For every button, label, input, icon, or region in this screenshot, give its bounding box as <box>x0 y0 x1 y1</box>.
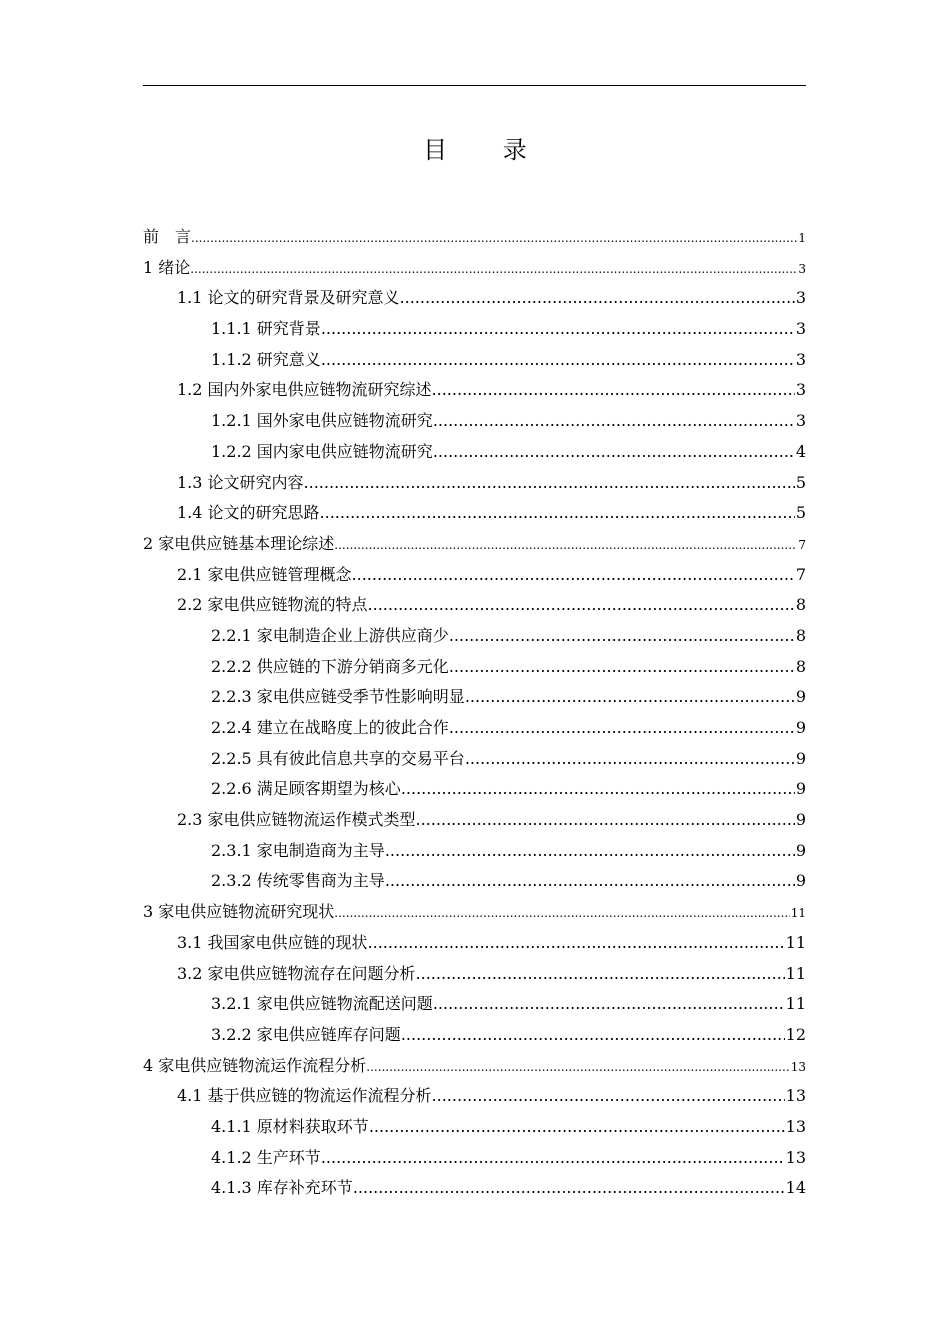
toc-entry-page: 3 <box>795 319 806 339</box>
toc-entry[interactable] <box>143 1051 806 1082</box>
toc-entry-label: 3 家电供应链物流研究现状 <box>143 902 335 922</box>
toc-entry-label: 2.2.2 供应链的下游分销商多元化 <box>211 656 449 676</box>
toc-dot-leader <box>352 560 795 591</box>
toc-entry-page: 8 <box>795 595 806 615</box>
toc-entry[interactable] <box>143 959 806 990</box>
toc-dot-leader <box>190 254 797 285</box>
toc-entry-page: 8 <box>795 625 806 645</box>
toc-entry-label: 1.2.2 国内家电供应链物流研究 <box>211 441 433 461</box>
toc-entry-label: 1 绪论 <box>143 257 191 277</box>
toc-entry[interactable] <box>143 468 806 499</box>
toc-entry[interactable] <box>143 805 806 836</box>
toc-entry-page: 11 <box>785 963 806 983</box>
toc-entry-page: 7 <box>795 564 806 584</box>
toc-entry-label: 1.1 论文的研究背景及研究意义 <box>177 288 400 308</box>
toc-entry-label: 1.2 国内外家电供应链物流研究综述 <box>177 380 432 400</box>
toc-entry[interactable] <box>143 222 806 253</box>
toc-entry[interactable] <box>143 897 806 928</box>
toc-dot-leader <box>465 744 795 775</box>
toc-entry-page: 9 <box>795 871 806 891</box>
toc-entry[interactable] <box>143 406 806 437</box>
toc-dot-leader <box>368 590 795 621</box>
toc-entry-label: 2.2.4 建立在战略度上的彼此合作 <box>211 718 449 737</box>
toc-entry-label: 1.1.1 研究背景 <box>211 319 321 339</box>
toc-entry-label: 4.1 基于供应链的物流运作流程分析 <box>177 1086 432 1106</box>
toc-dot-leader <box>432 375 795 406</box>
toc-entry[interactable] <box>143 498 806 529</box>
toc-entry-page: 5 <box>795 472 806 492</box>
toc-entry-page: 3 <box>795 288 806 308</box>
toc-entry-page: 3 <box>798 261 806 276</box>
toc-entry-page: 4 <box>795 441 806 461</box>
toc-entry[interactable] <box>143 744 806 775</box>
toc-entry[interactable] <box>143 314 806 345</box>
toc-entry-page: 13 <box>785 1116 806 1136</box>
toc-dot-leader <box>432 1081 785 1112</box>
toc-dot-leader <box>353 1173 785 1204</box>
toc-entry-label: 1.4 论文的研究思路 <box>177 503 320 523</box>
toc-dot-leader <box>369 1112 785 1143</box>
toc-entry-page: 9 <box>795 687 806 707</box>
toc-entry-label: 4.1.1 原材料获取环节 <box>211 1116 369 1136</box>
table-of-contents <box>143 222 806 1204</box>
toc-entry[interactable] <box>143 682 806 713</box>
toc-entry-page: 3 <box>795 411 806 431</box>
toc-entry-label: 2.3.2 传统零售商为主导 <box>211 871 385 891</box>
toc-entry[interactable] <box>143 253 806 284</box>
toc-entry-page: 13 <box>785 1086 806 1106</box>
toc-entry-label: 1.2.1 国外家电供应链物流研究 <box>211 411 433 431</box>
toc-dot-leader <box>433 989 785 1020</box>
toc-entry[interactable] <box>143 283 806 314</box>
toc-entry-label: 4.1.3 库存补充环节 <box>211 1178 353 1198</box>
toc-entry-page: 13 <box>790 1059 806 1074</box>
toc-dot-leader <box>366 1052 789 1083</box>
toc-entry[interactable] <box>143 1081 806 1112</box>
toc-entry-page: 5 <box>795 503 806 523</box>
toc-dot-leader <box>449 621 795 652</box>
toc-entry[interactable] <box>143 560 806 591</box>
toc-dot-leader <box>401 1020 785 1051</box>
toc-entry-label: 1.1.2 研究意义 <box>211 349 321 369</box>
toc-dot-leader <box>320 498 795 529</box>
toc-dot-leader <box>416 959 785 990</box>
toc-entry-label: 3.2.2 家电供应链库存问题 <box>211 1024 401 1044</box>
toc-entry-label: 4 家电供应链物流运作流程分析 <box>143 1055 367 1075</box>
toc-dot-leader <box>449 652 795 683</box>
toc-entry[interactable] <box>143 836 806 867</box>
toc-entry-label: 2.2.6 满足顾客期望为核心 <box>211 779 401 799</box>
toc-entry-page: 11 <box>785 994 806 1014</box>
toc-entry[interactable] <box>143 529 806 560</box>
toc-entry-label: 2.1 家电供应链管理概念 <box>177 564 352 584</box>
toc-entry[interactable] <box>143 375 806 406</box>
toc-entry-label: 前 言 <box>143 227 192 246</box>
toc-entry[interactable] <box>143 1173 806 1204</box>
toc-entry-label: 4.1.2 生产环节 <box>211 1147 321 1167</box>
page-title: 目 录 <box>423 136 551 164</box>
toc-dot-leader <box>321 1143 785 1174</box>
toc-entry-page: 13 <box>785 1147 806 1167</box>
toc-entry-label: 2 家电供应链基本理论综述 <box>143 533 335 553</box>
toc-entry-page: 9 <box>795 810 806 830</box>
toc-entry[interactable] <box>143 1020 806 1051</box>
toc-entry-page: 7 <box>798 537 806 552</box>
toc-dot-leader <box>191 223 797 254</box>
toc-dot-leader <box>400 283 795 314</box>
toc-dot-leader <box>368 928 785 959</box>
toc-entry-page: 3 <box>795 380 806 400</box>
toc-dot-leader <box>321 314 795 345</box>
toc-entry-page: 9 <box>795 840 806 860</box>
toc-entry-page: 3 <box>795 349 806 369</box>
toc-entry-label: 2.3.1 家电制造商为主导 <box>211 840 385 860</box>
toc-entry[interactable] <box>143 652 806 683</box>
toc-entry-page: 9 <box>795 779 806 799</box>
toc-dot-leader <box>401 774 795 805</box>
toc-dot-leader <box>385 866 795 897</box>
toc-dot-leader <box>385 836 795 867</box>
toc-dot-leader <box>433 437 795 468</box>
toc-entry-page: 9 <box>795 718 806 737</box>
toc-entry[interactable] <box>143 345 806 376</box>
toc-entry-page: 11 <box>790 906 806 921</box>
toc-entry-page: 14 <box>785 1178 806 1198</box>
toc-entry-label: 2.2.5 具有彼此信息共享的交易平台 <box>211 748 465 768</box>
toc-entry[interactable] <box>143 928 806 959</box>
toc-entry[interactable] <box>143 590 806 621</box>
toc-dot-leader <box>304 468 795 499</box>
toc-entry-label: 1.3 论文研究内容 <box>177 472 304 492</box>
toc-dot-leader <box>449 713 795 744</box>
toc-dot-leader <box>433 406 795 437</box>
toc-dot-leader <box>416 805 795 836</box>
toc-entry-page: 1 <box>798 231 806 245</box>
toc-entry[interactable] <box>143 866 806 897</box>
header-rule <box>143 85 806 86</box>
toc-entry-label: 3.1 我国家电供应链的现状 <box>177 932 368 952</box>
toc-entry-page: 11 <box>785 932 806 952</box>
toc-entry-label: 2.2 家电供应链物流的特点 <box>177 595 368 615</box>
toc-entry[interactable] <box>143 713 806 744</box>
toc-entry-page: 8 <box>795 656 806 676</box>
toc-entry[interactable] <box>143 437 806 468</box>
toc-entry-page: 12 <box>785 1024 806 1044</box>
toc-entry-label: 2.2.3 家电供应链受季节性影响明显 <box>211 687 465 707</box>
toc-entry[interactable] <box>143 621 806 652</box>
toc-entry-page: 9 <box>795 748 806 768</box>
toc-dot-leader <box>334 898 789 929</box>
toc-entry[interactable] <box>143 774 806 805</box>
toc-entry[interactable] <box>143 1112 806 1143</box>
toc-entry-label: 2.2.1 家电制造企业上游供应商少 <box>211 625 449 645</box>
toc-dot-leader <box>334 530 797 561</box>
toc-entry-label: 2.3 家电供应链物流运作模式类型 <box>177 810 416 830</box>
toc-entry[interactable] <box>143 989 806 1020</box>
toc-dot-leader <box>321 345 795 376</box>
toc-entry-label: 3.2.1 家电供应链物流配送问题 <box>211 994 433 1014</box>
toc-entry[interactable] <box>143 1143 806 1174</box>
toc-entry-label: 3.2 家电供应链物流存在问题分析 <box>177 963 416 983</box>
toc-dot-leader <box>465 682 795 713</box>
